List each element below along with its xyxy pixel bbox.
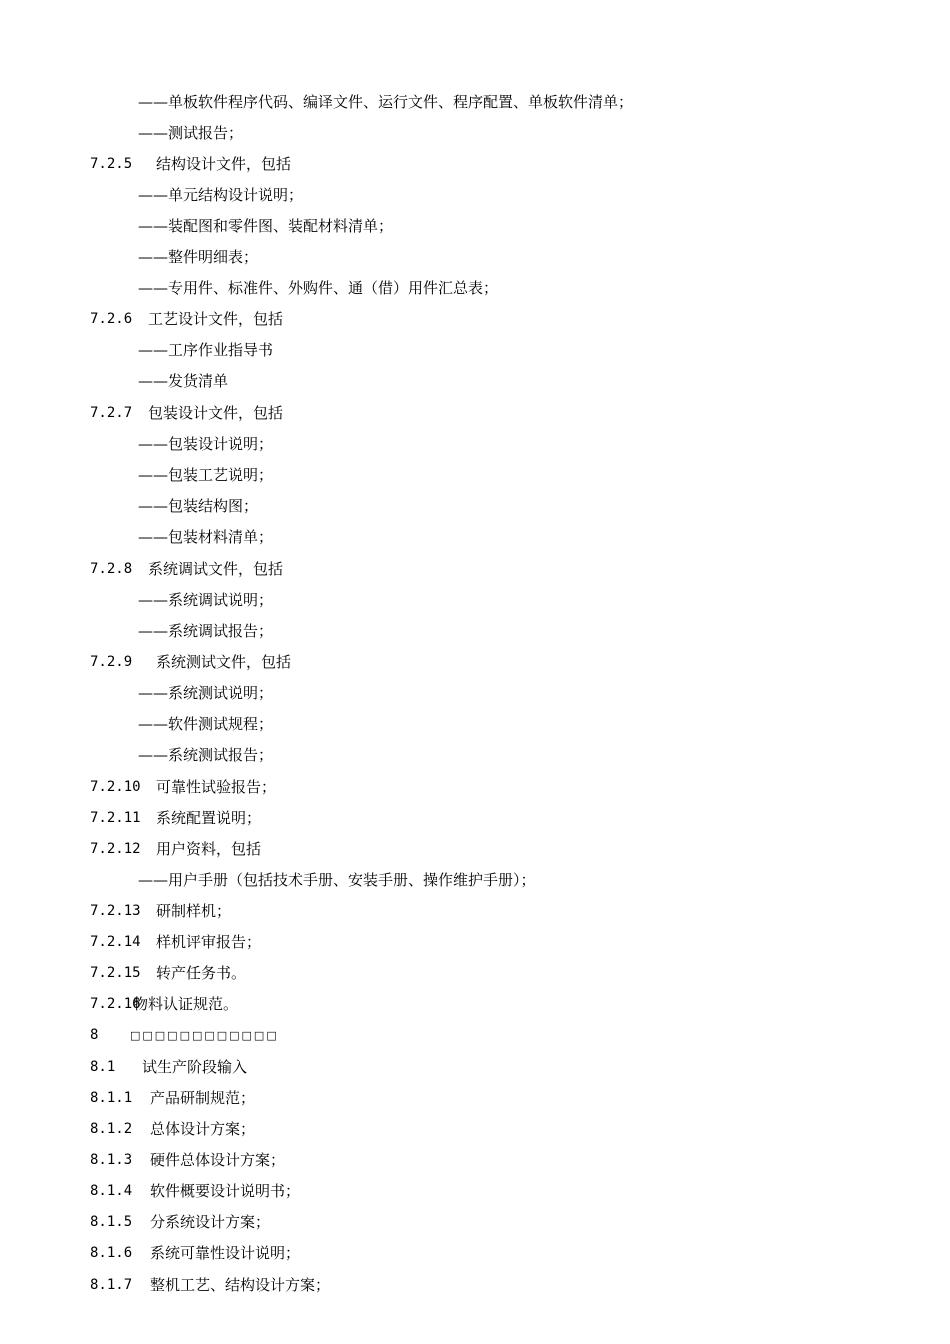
section-title: 样机评审报告； [156, 933, 262, 951]
section-title: □□□□□□□□□□□□ [130, 1029, 279, 1042]
section-number: 8.1.6 [90, 1245, 133, 1261]
section-title: 系统可靠性设计说明； [150, 1244, 301, 1262]
list-item-text: ——用户手册（包括技术手册、安装手册、操作维护手册）； [138, 871, 536, 889]
section-title: 总体设计方案； [150, 1120, 256, 1138]
section-title: 系统测试文件，包括 [156, 653, 292, 671]
list-item-text: ——专用件、标准件、外购件、通（借）用件汇总表； [138, 279, 499, 297]
list-item-text: ——装配图和零件图、装配材料清单； [138, 217, 394, 235]
section-title: 结构设计文件，包括 [156, 155, 292, 173]
list-item-text: ——包装工艺说明； [138, 466, 274, 484]
section-number: 8.1.3 [90, 1152, 133, 1168]
list-item-text: ——系统调试说明； [138, 591, 274, 609]
list-item-text: ——系统测试说明； [138, 684, 274, 702]
section-number: 7.2.13 [90, 903, 141, 919]
section-number: 8.1.5 [90, 1214, 133, 1230]
list-item-text: ——系统调试报告； [138, 622, 274, 640]
section-title: 软件概要设计说明书； [150, 1182, 301, 1200]
section-number: 8 [90, 1027, 99, 1043]
section-number: 8.1.2 [90, 1121, 133, 1137]
section-title: 研制样机； [156, 902, 232, 920]
section-title: 可靠性试验报告； [156, 778, 277, 796]
section-title: 物料认证规范。 [133, 995, 239, 1013]
section-number: 8.1.4 [90, 1183, 133, 1199]
section-number: 7.2.15 [90, 965, 141, 981]
list-item-text: ——软件测试规程； [138, 715, 274, 733]
section-number: 7.2.14 [90, 934, 141, 950]
section-title: 用户资料，包括 [156, 840, 262, 858]
list-item-text: ——包装设计说明； [138, 435, 274, 453]
section-title: 产品研制规范； [150, 1089, 256, 1107]
section-title: 包装设计文件，包括 [148, 404, 284, 422]
section-number: 8.1.7 [90, 1277, 133, 1293]
section-number: 7.2.5 [90, 156, 133, 172]
list-item-text: ——工序作业指导书 [138, 341, 274, 359]
section-title: 整机工艺、结构设计方案； [150, 1276, 331, 1294]
section-title: 工艺设计文件，包括 [148, 310, 284, 328]
list-item-text: ——单板软件程序代码、编译文件、运行文件、程序配置、单板软件清单； [138, 93, 634, 111]
list-item-text: ——系统测试报告； [138, 746, 274, 764]
section-number: 7.2.6 [90, 311, 133, 327]
section-number: 7.2.16 [90, 996, 141, 1012]
list-item-text: ——测试报告； [138, 124, 244, 142]
section-number: 7.2.8 [90, 561, 133, 577]
list-item-text: ——单元结构设计说明； [138, 186, 304, 204]
section-number: 8.1 [90, 1059, 116, 1075]
section-title: 系统配置说明； [156, 809, 262, 827]
section-number: 7.2.9 [90, 654, 133, 670]
section-title: 系统调试文件，包括 [148, 560, 284, 578]
list-item-text: ——整件明细表； [138, 248, 259, 266]
section-title: 转产任务书。 [156, 964, 247, 982]
section-number: 7.2.7 [90, 405, 133, 421]
section-number: 7.2.10 [90, 779, 141, 795]
section-title: 硬件总体设计方案； [150, 1151, 286, 1169]
section-number: 7.2.11 [90, 810, 141, 826]
section-title: 分系统设计方案； [150, 1213, 271, 1231]
list-item-text: ——包装材料清单； [138, 528, 274, 546]
section-title: 试生产阶段输入 [142, 1058, 248, 1076]
section-number: 8.1.1 [90, 1090, 133, 1106]
section-number: 7.2.12 [90, 841, 141, 857]
list-item-text: ——发货清单 [138, 372, 229, 390]
list-item-text: ——包装结构图； [138, 497, 259, 515]
